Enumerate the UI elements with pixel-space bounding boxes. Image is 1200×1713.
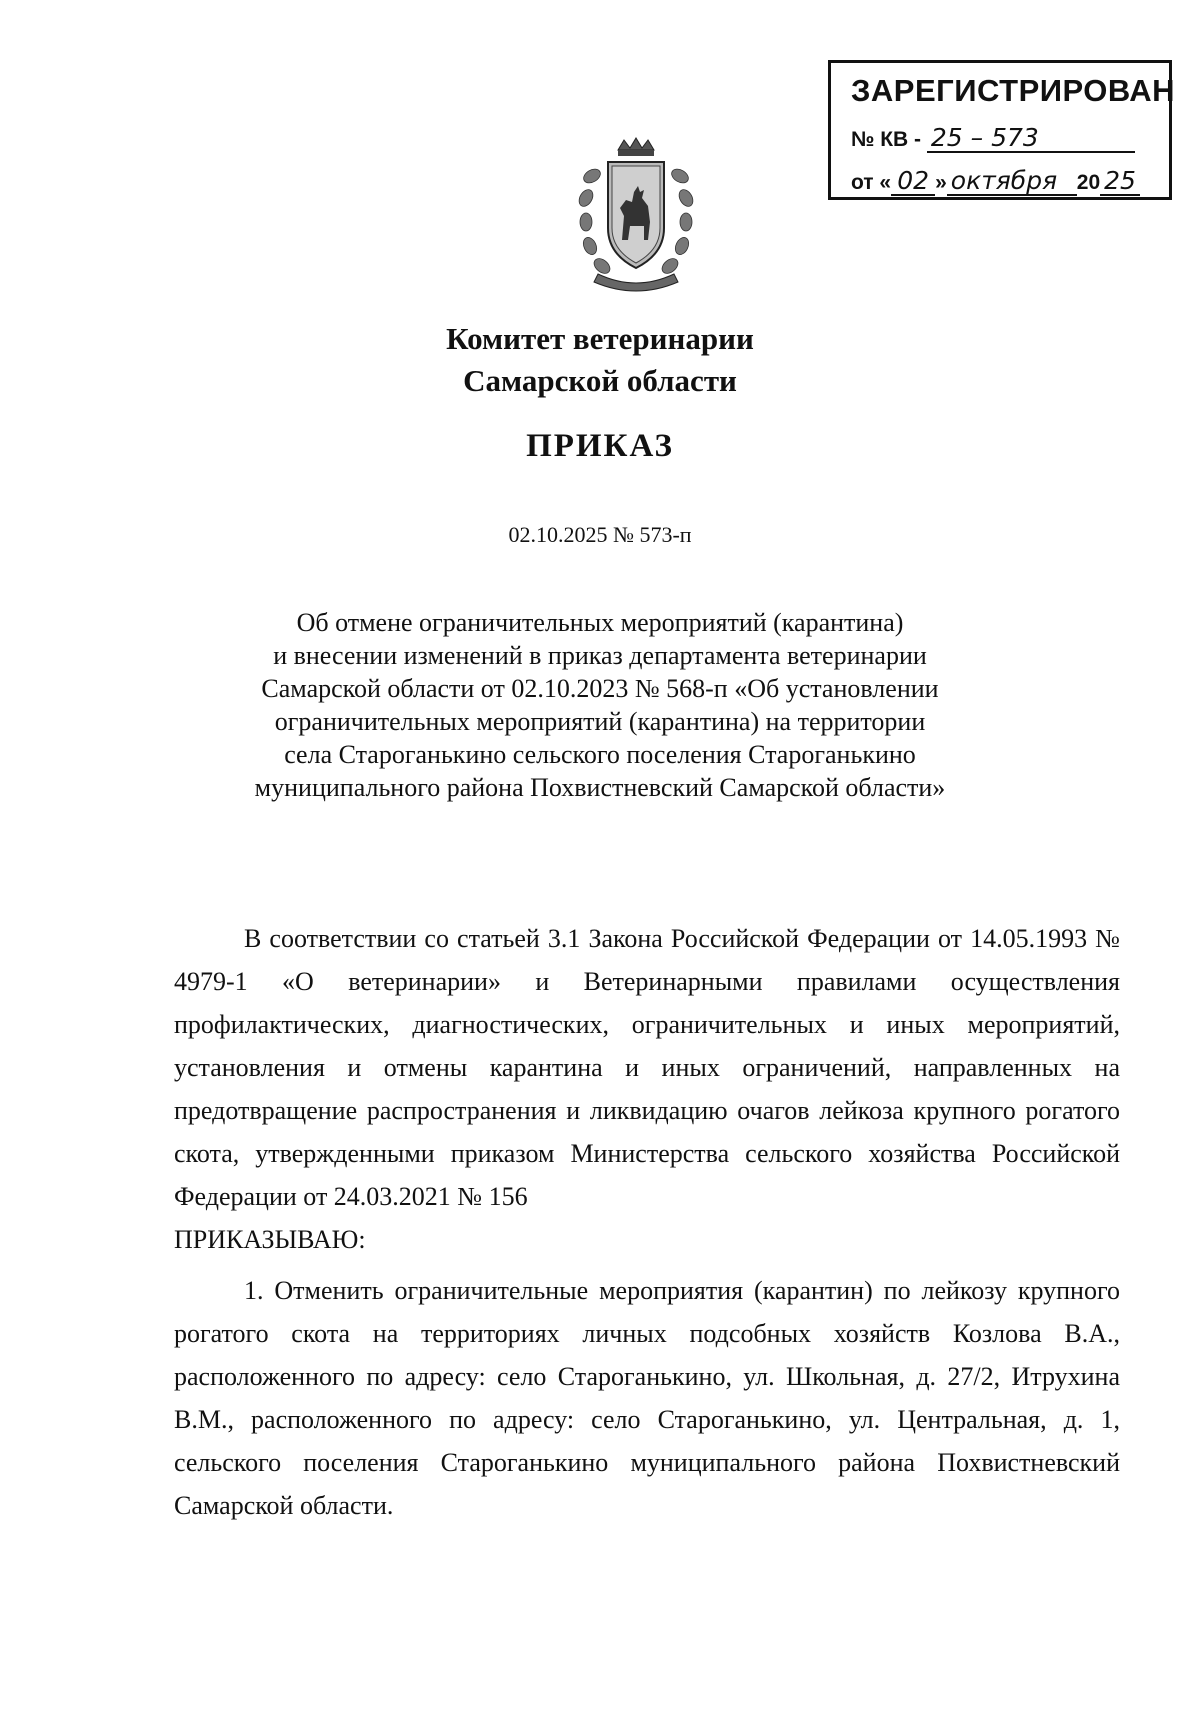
issuing-authority [0, 318, 1200, 402]
document-type: ПРИКАЗ [526, 428, 674, 464]
stamp-date-mid: » [935, 171, 947, 194]
stamp-number-handwritten: 25 – 573 [927, 125, 1135, 153]
stamp-date-line [851, 168, 1140, 196]
document-subject [0, 606, 1200, 804]
registration-stamp [828, 60, 1176, 200]
subject-line: Об отмене ограничительных мероприятий (карантина) [296, 608, 904, 637]
stamp-date-year-hand: 25 [1100, 168, 1140, 196]
org-line-1: Комитет ветеринарии [446, 321, 754, 356]
org-line-2: Самарской области [463, 363, 737, 398]
preamble-paragraph: В соответствии со статьей 3.1 Закона Российской Федерации от 14.05.1993 № 4979-1 «О ветеринарии» и Ветеринарными правилами осуществления профилактических, диагностических, ограничительных и иных мероприятий, установления и отмены карантина и иных ограничений, направленных на предотвращение распространения и ликвидацию очагов лейкоза крупного рогатого скота, утвержденными приказом Министерства сельского хозяйства Российской Федерации от 24.03.2021 № 156 [174, 924, 1120, 1211]
subject-line: ограничительных мероприятий (карантина) на территории [274, 707, 926, 736]
order-word: ПРИКАЗЫВАЮ: [174, 1225, 366, 1254]
document-body [174, 917, 1120, 1527]
subject-line: села Староганькино сельского поселения Староганькино [284, 740, 916, 769]
subject-line: муниципального района Похвистневский Самарской области» [254, 773, 946, 802]
order-item-1: 1. Отменить ограничительные мероприятия (карантин) по лейкозу крупного рогатого скота на территориях личных подсобных хозяйств Козлова В.А., расположенного по адресу: село Староганькино, ул. Школьная, д. 27/2, Итрухина В.М., расположенного по адресу: село Староганькино, ул. Центральная, д. 1, сельского поселения Староганькино муниципального района Похвистневский Самарской области. [174, 1276, 1120, 1520]
stamp-date-day: 02 [891, 168, 935, 196]
stamp-number-prefix: № КВ - [851, 128, 922, 151]
stamp-date-prefix: от « [851, 171, 892, 194]
samara-coat-of-arms-icon [574, 136, 698, 294]
document-date-number: 02.10.2025 № 573-п [508, 522, 692, 547]
subject-line: и внесении изменений в приказ департамента ветеринарии [273, 641, 927, 670]
stamp-date-year-printed: 20 [1076, 171, 1101, 194]
stamp-number-line [851, 125, 1135, 153]
stamp-date-month: октября [947, 168, 1077, 196]
stamp-title: ЗАРЕГИСТРИРОВАН [851, 73, 1176, 108]
subject-line: Самарской области от 02.10.2023 № 568-п «Об установлении [261, 674, 939, 703]
